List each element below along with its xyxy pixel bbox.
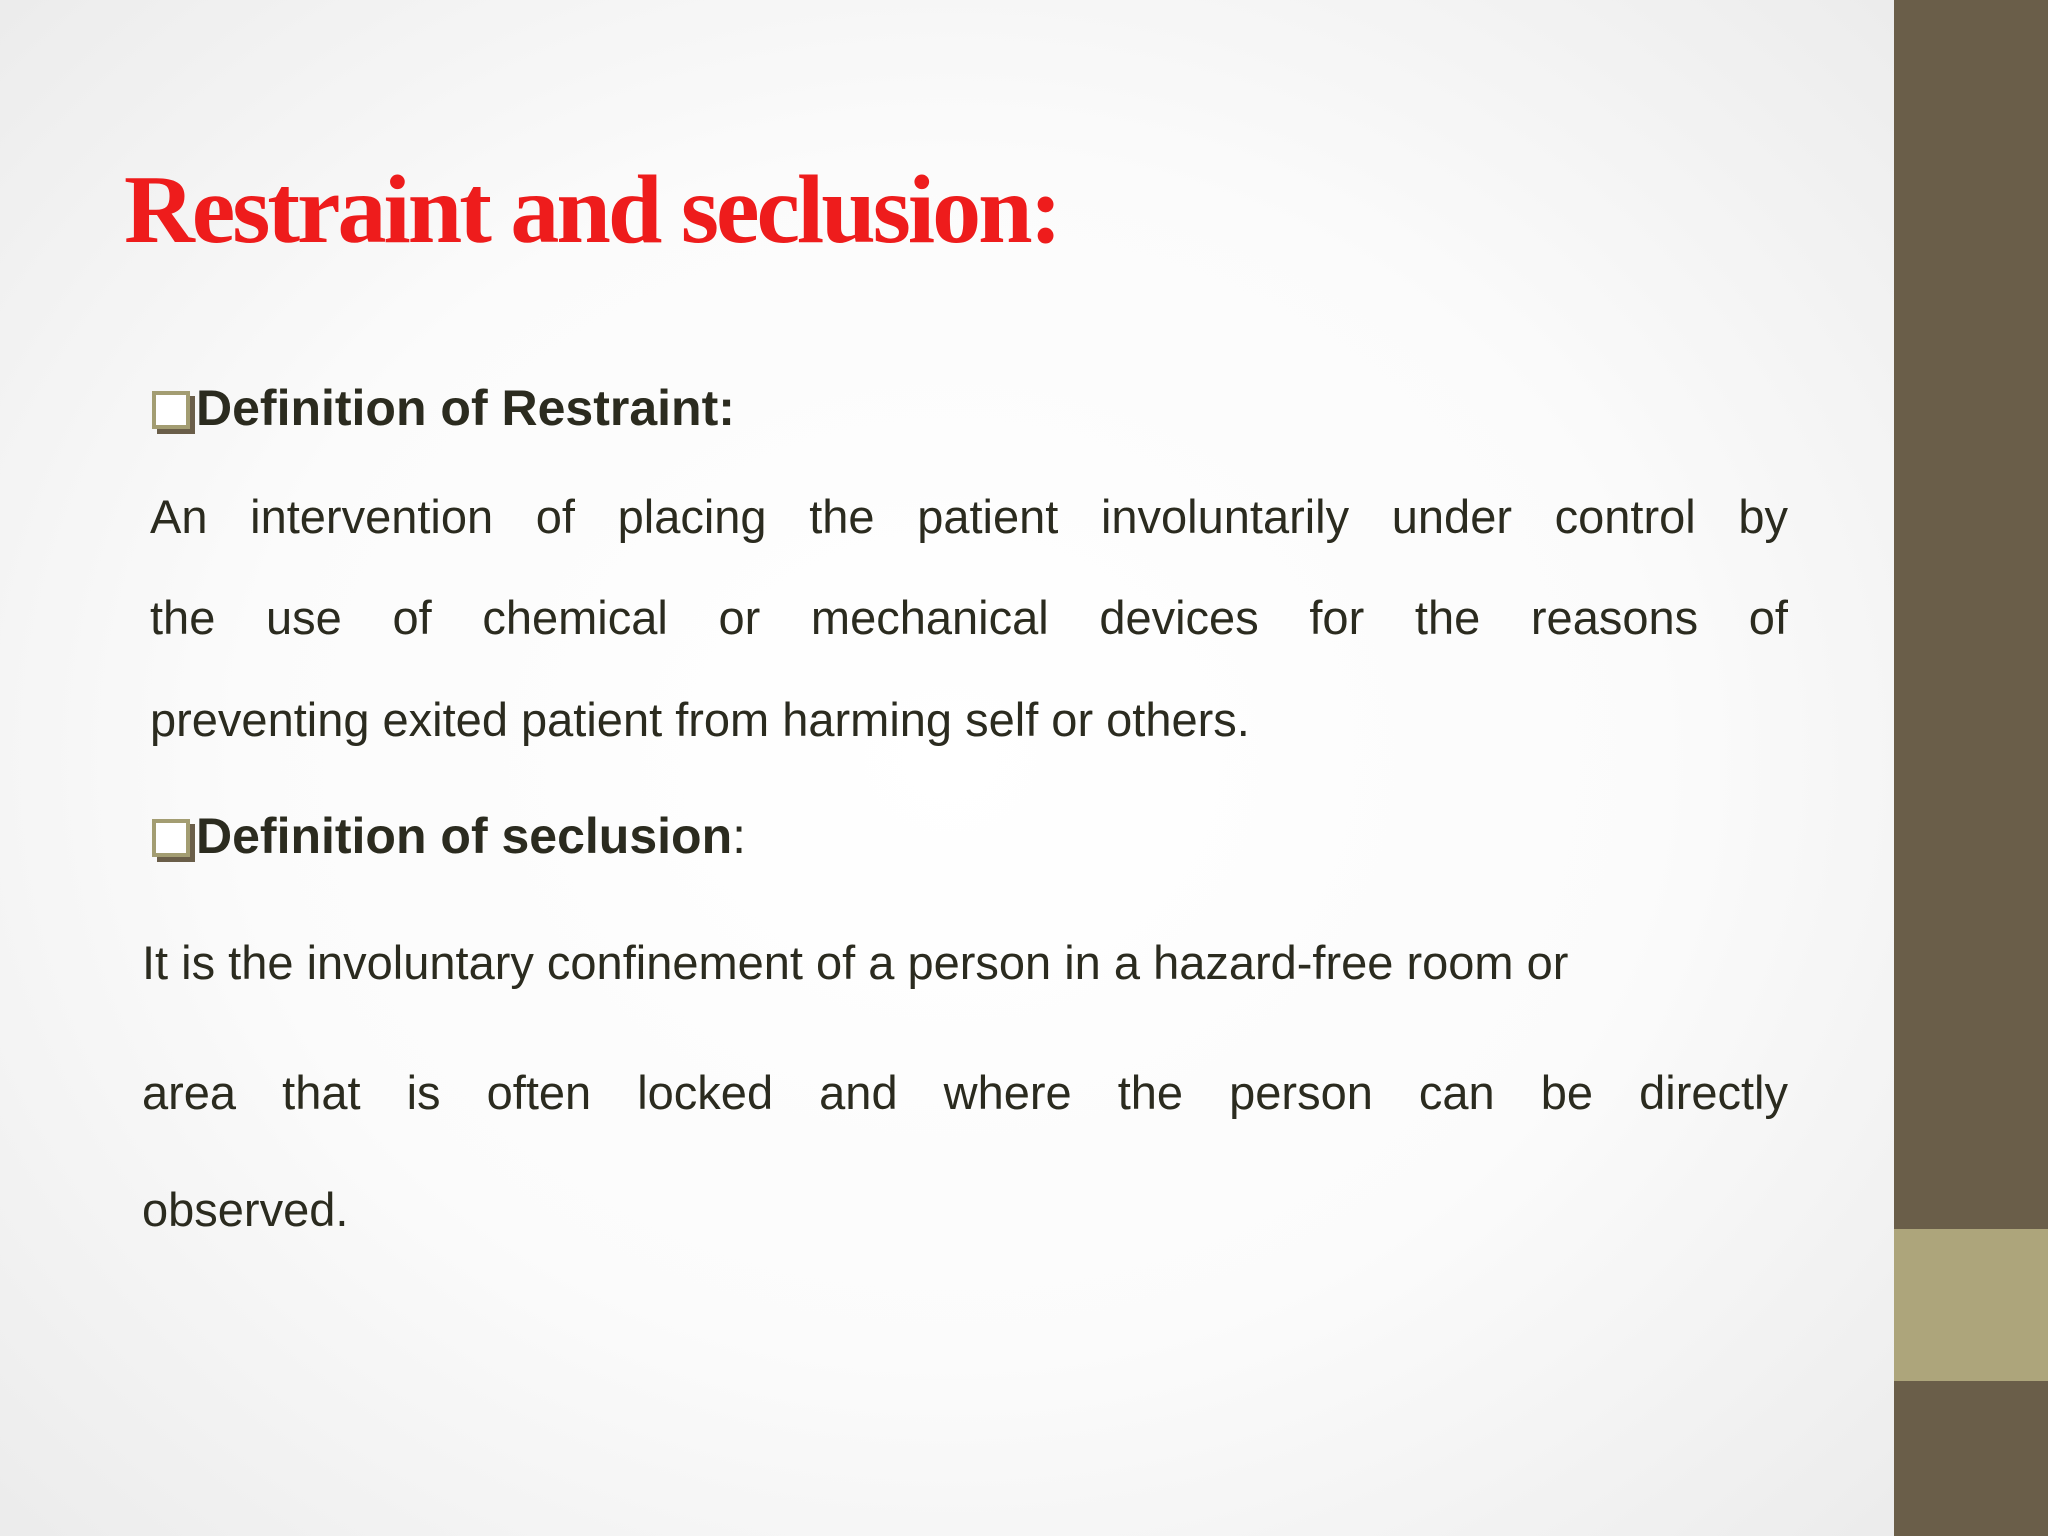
restraint-line-2: the use of chemical or mechanical devices for the reasons of xyxy=(150,591,1788,644)
seclusion-line-3: observed. xyxy=(142,1183,349,1236)
sidebar-accent-decoration xyxy=(1894,1229,2048,1381)
restraint-line-3: preventing exited patient from harming self or others. xyxy=(150,693,1250,746)
seclusion-heading xyxy=(152,806,746,866)
seclusion-line-2: area that is often locked and where the person can be directly xyxy=(142,1066,1788,1119)
restraint-heading xyxy=(152,378,735,438)
restraint-line-1: An intervention of placing the patient involuntarily under control by xyxy=(150,490,1788,543)
seclusion-line-1: It is the involuntary confinement of a person in a hazard-free room or xyxy=(142,936,1569,989)
checkbox-bullet-icon xyxy=(152,819,190,857)
seclusion-heading-colon: : xyxy=(732,808,747,864)
restraint-heading-text: Definition of Restraint: xyxy=(196,380,735,436)
checkbox-bullet-icon xyxy=(152,391,190,429)
slide-title: Restraint and seclusion: xyxy=(124,156,1060,264)
seclusion-heading-text: Definition of seclusion xyxy=(196,808,733,864)
